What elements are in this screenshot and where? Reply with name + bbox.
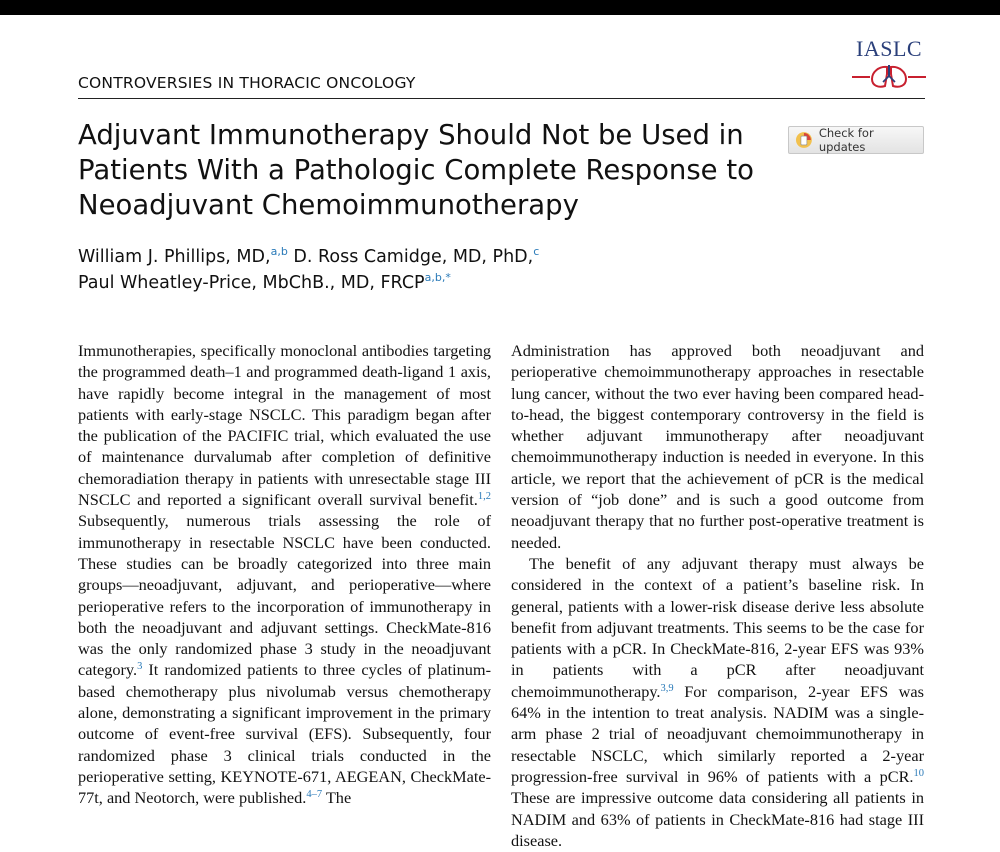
reference-link[interactable]: 1,2 (477, 491, 491, 503)
reference-link[interactable]: 10 (913, 767, 924, 779)
check-updates-icon (795, 131, 813, 149)
body-text: Immunotherapies, specifically monoclonal antibodies targeting the programmed death–1 and programmed death-ligand 1 axis, have rapidly become integral in the management of most patients with early-stage NSCLC. This paradigm began after the publication of the PACIFIC trial, which evaluated the use of maintenance durvalumab after completion of definitive chemoradiation therapy in patients with unresectable stage III NSCLC and reported a significant overall survival benefit. (78, 341, 491, 510)
body-paragraph: Administration has approved both neoadjuvant and perioperative chemoimmunotherapy approaches in resectable lung cancer, without the two ever having been compared head-to-head, the biggest contemporary controversy in the field is whether adjuvant immunotherapy after neoadjuvant chemoimmunotherapy induction is needed in everyone. In this article, we report that the achievement of pCR is the medical version of “job done” and is such a good outcome from neoadjuvant therapy that no further post-operative treatment is needed. (511, 341, 924, 552)
body-column-right (511, 340, 924, 851)
lungs-logo-icon (852, 64, 926, 90)
author-affiliation-link[interactable]: c (533, 245, 540, 258)
body-paragraph (78, 340, 491, 809)
body-column-left (78, 340, 491, 809)
header-divider (78, 98, 925, 99)
author-line-2 (78, 270, 798, 296)
author-line-1 (78, 244, 798, 270)
body-text: It randomized patients to three cycles of platinum-based chemotherapy plus nivolumab versus chemotherapy alone, demonstrating a significant improvement in the primary outcome of event-free survival (EFS). Subsequently, four randomized phase 3 clinical trials conducted in the perioperative setting, KEYNOTE-671, AEGEAN, CheckMate-77t, and Neotorch, were published. (78, 660, 491, 808)
reference-link[interactable]: 3,9 (660, 682, 674, 694)
section-label: CONTROVERSIES IN THORACIC ONCOLOGY (78, 74, 416, 92)
author-name: Paul Wheatley-Price, MbChB., MD, FRCP (78, 273, 425, 293)
check-for-updates-button[interactable] (788, 126, 924, 154)
body-text: The benefit of any adjuvant therapy must always be considered in the context of a patient’s baseline risk. In general, patients with a lower-risk disease derive less absolute benefit from adjuvant treatments. This seems to be the case for patients with a pCR. In CheckMate-816, 2-year EFS was 93% in patients with a pCR after neoadjuvant chemoimmunotherapy. (511, 553, 924, 701)
author-name: D. Ross Camidge, MD, PhD, (293, 247, 534, 267)
reference-link[interactable]: 3 (137, 661, 143, 673)
author-affiliation-link[interactable]: a,b,* (424, 271, 451, 284)
top-black-bar (0, 0, 1000, 15)
article-title: Adjuvant Immunotherapy Should Not be Used in Patients With a Pathologic Complete Response to Neoadjuvant Chemoimmunotherapy (78, 119, 754, 221)
body-text: For comparison, 2-year EFS was 64% in the intention to treat analysis. NADIM was a single-arm phase 2 trial of neoadjuvant chemoimmunotherapy in resectable NSCLC, which similarly reported a 2-year progression-free survival in 96% of patients with a pCR. (511, 681, 924, 786)
body-paragraph (511, 553, 924, 851)
body-text: Subsequently, numerous trials assessing the role of immunotherapy in resectable NSCLC have been conducted. These studies can be broadly categorized into three main groups—neoadjuvant, adjuvant, and perioperative—where perioperative refers to the incorporation of immunotherapy in both the neoadjuvant and adjuvant settings. CheckMate-816 was the only randomized phase 3 study in the neoadjuvant category. (78, 511, 491, 680)
journal-logo-text: IASLC (856, 36, 923, 61)
check-updates-label: Check for updates (818, 126, 874, 154)
reference-link[interactable]: 4–7 (306, 789, 323, 801)
author-affiliation-link[interactable]: a,b (270, 245, 288, 258)
body-text: These are impressive outcome data considering all patients in NADIM and 63% of patients in CheckMate-816 had stage III disease. (511, 788, 924, 850)
journal-logo[interactable] (848, 36, 928, 92)
author-name: William J. Phillips, MD, (78, 247, 271, 267)
body-text: The (322, 788, 352, 808)
author-list (78, 244, 798, 296)
